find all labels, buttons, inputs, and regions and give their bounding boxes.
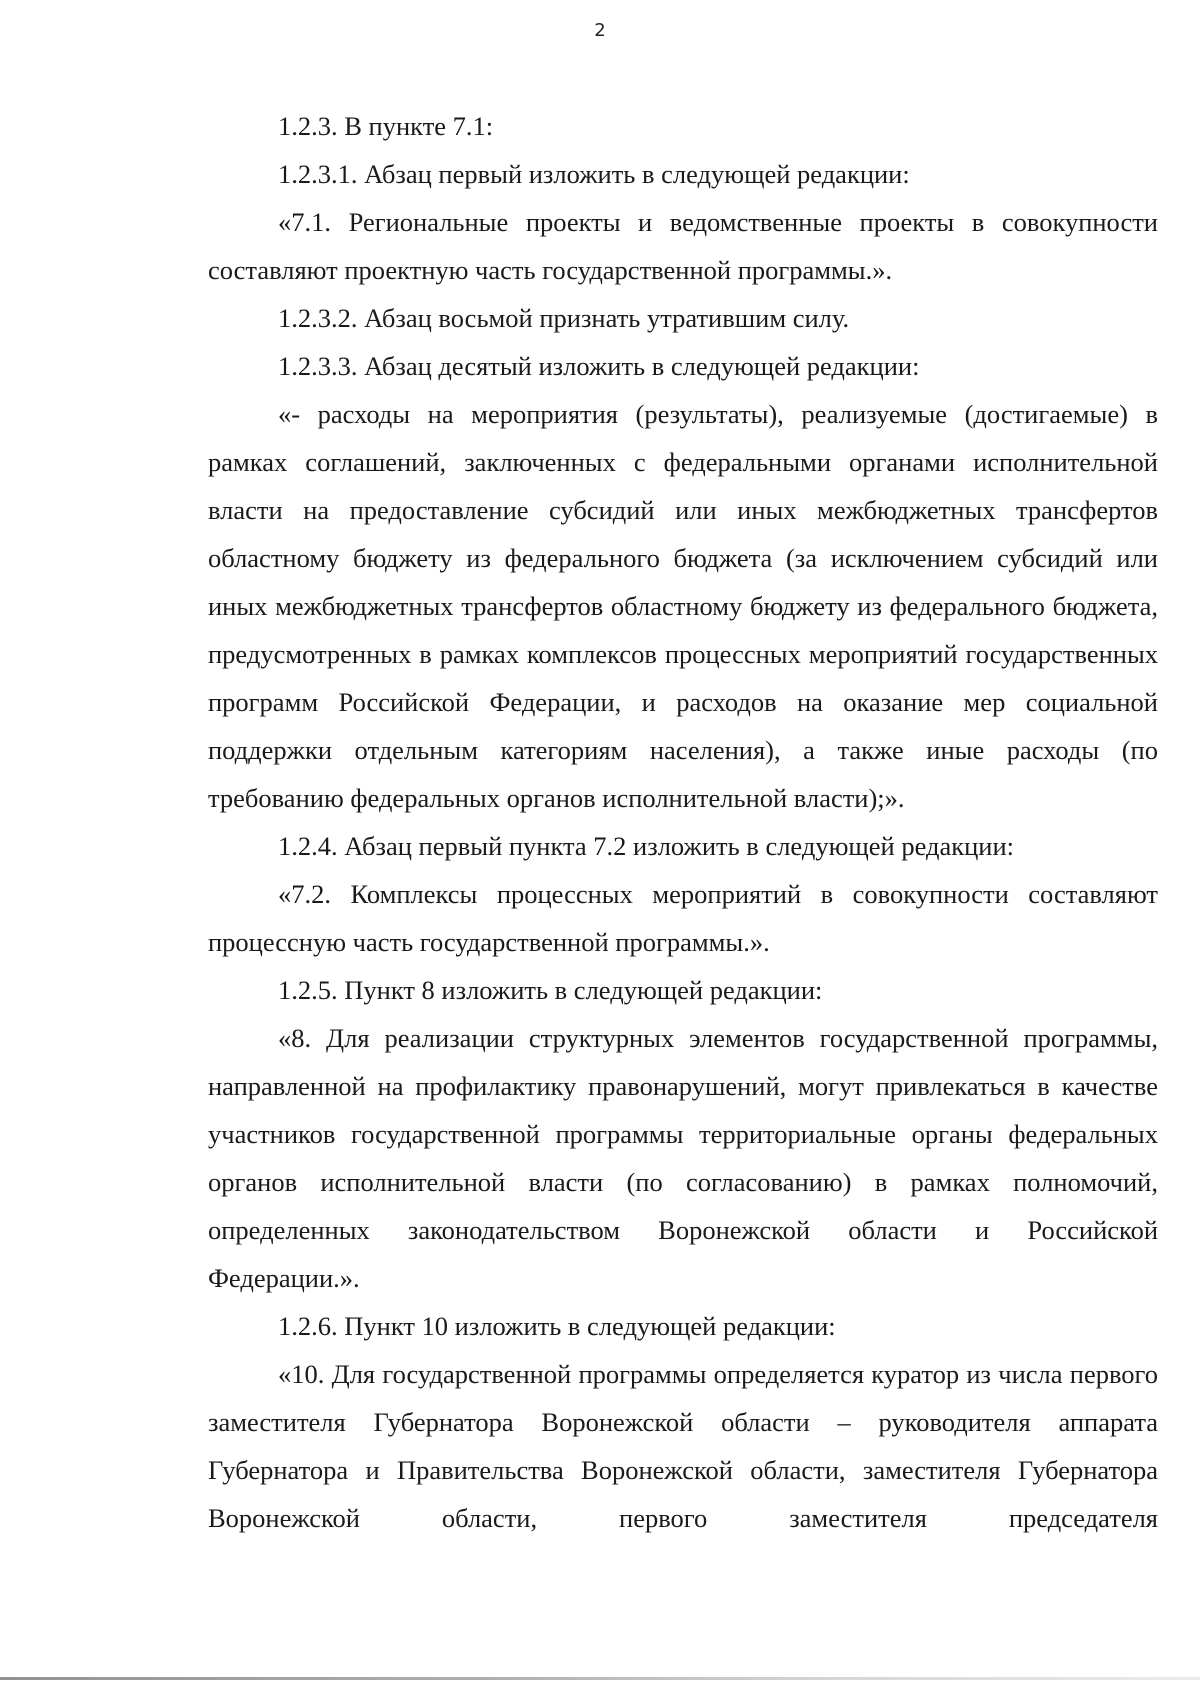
paragraph-1-2-3: 1.2.3. В пункте 7.1: — [278, 111, 494, 141]
paragraph-1-2-4: 1.2.4. Абзац первый пункта 7.2 изложить в следующей редакции: — [278, 831, 1015, 861]
page-number: 2 — [594, 20, 606, 41]
paragraph-quote-expenses: «- расходы на мероприятия (результаты), реализуемые (достигаемые) в рамках соглашений, заключенных с федеральными органами исполнительной власти на предоставление субсидий или иных межбюджетных трансфертов областному бюджету из федерального бюджета (за исключением субсидий или иных межбюджетных трансфертов областному бюджету из федерального бюджета, предусмотренных в рамках комплексов процессных мероприятий государственных программ Российской Федерации, и расходов на оказание мер социальной поддержки отдельным категориям населения), а также иные расходы (по требованию федеральных органов исполнительной власти);». — [208, 399, 1158, 813]
paragraph-1-2-3-3: 1.2.3.3. Абзац десятый изложить в следующей редакции: — [278, 351, 920, 381]
paragraph-1-2-6: 1.2.6. Пункт 10 изложить в следующей редакции: — [278, 1311, 836, 1341]
paragraph-1-2-3-1: 1.2.3.1. Абзац первый изложить в следующей редакции: — [278, 159, 910, 189]
paragraph-quote-10: «10. Для государственной программы определяется куратор из числа первого заместителя Губернатора Воронежской области – руководителя аппарата Губернатора и Правительства Воронежской области, заместителя Губернатора Воронежской области, первого заместителя председателя — [208, 1359, 1158, 1533]
paragraph-1-2-3-2: 1.2.3.2. Абзац восьмой признать утратившим силу. — [278, 303, 850, 333]
document-body — [208, 102, 1158, 1542]
scan-bottom-edge — [0, 1677, 1200, 1680]
paragraph-quote-7-2: «7.2. Комплексы процессных мероприятий в совокупности составляют процессную часть государственной программы.». — [208, 879, 1158, 957]
paragraph-quote-7-1: «7.1. Региональные проекты и ведомственные проекты в совокупности составляют проектную часть государственной программы.». — [208, 207, 1158, 285]
paragraph-1-2-5: 1.2.5. Пункт 8 изложить в следующей редакции: — [278, 975, 823, 1005]
paragraph-quote-8: «8. Для реализации структурных элементов государственной программы, направленной на профилактику правонарушений, могут привлекаться в качестве участников государственной программы территориальные органы федеральных органов исполнительной власти (по согласованию) в рамках полномочий, определенных законодательством Воронежской области и Российской Федерации.». — [208, 1023, 1158, 1293]
